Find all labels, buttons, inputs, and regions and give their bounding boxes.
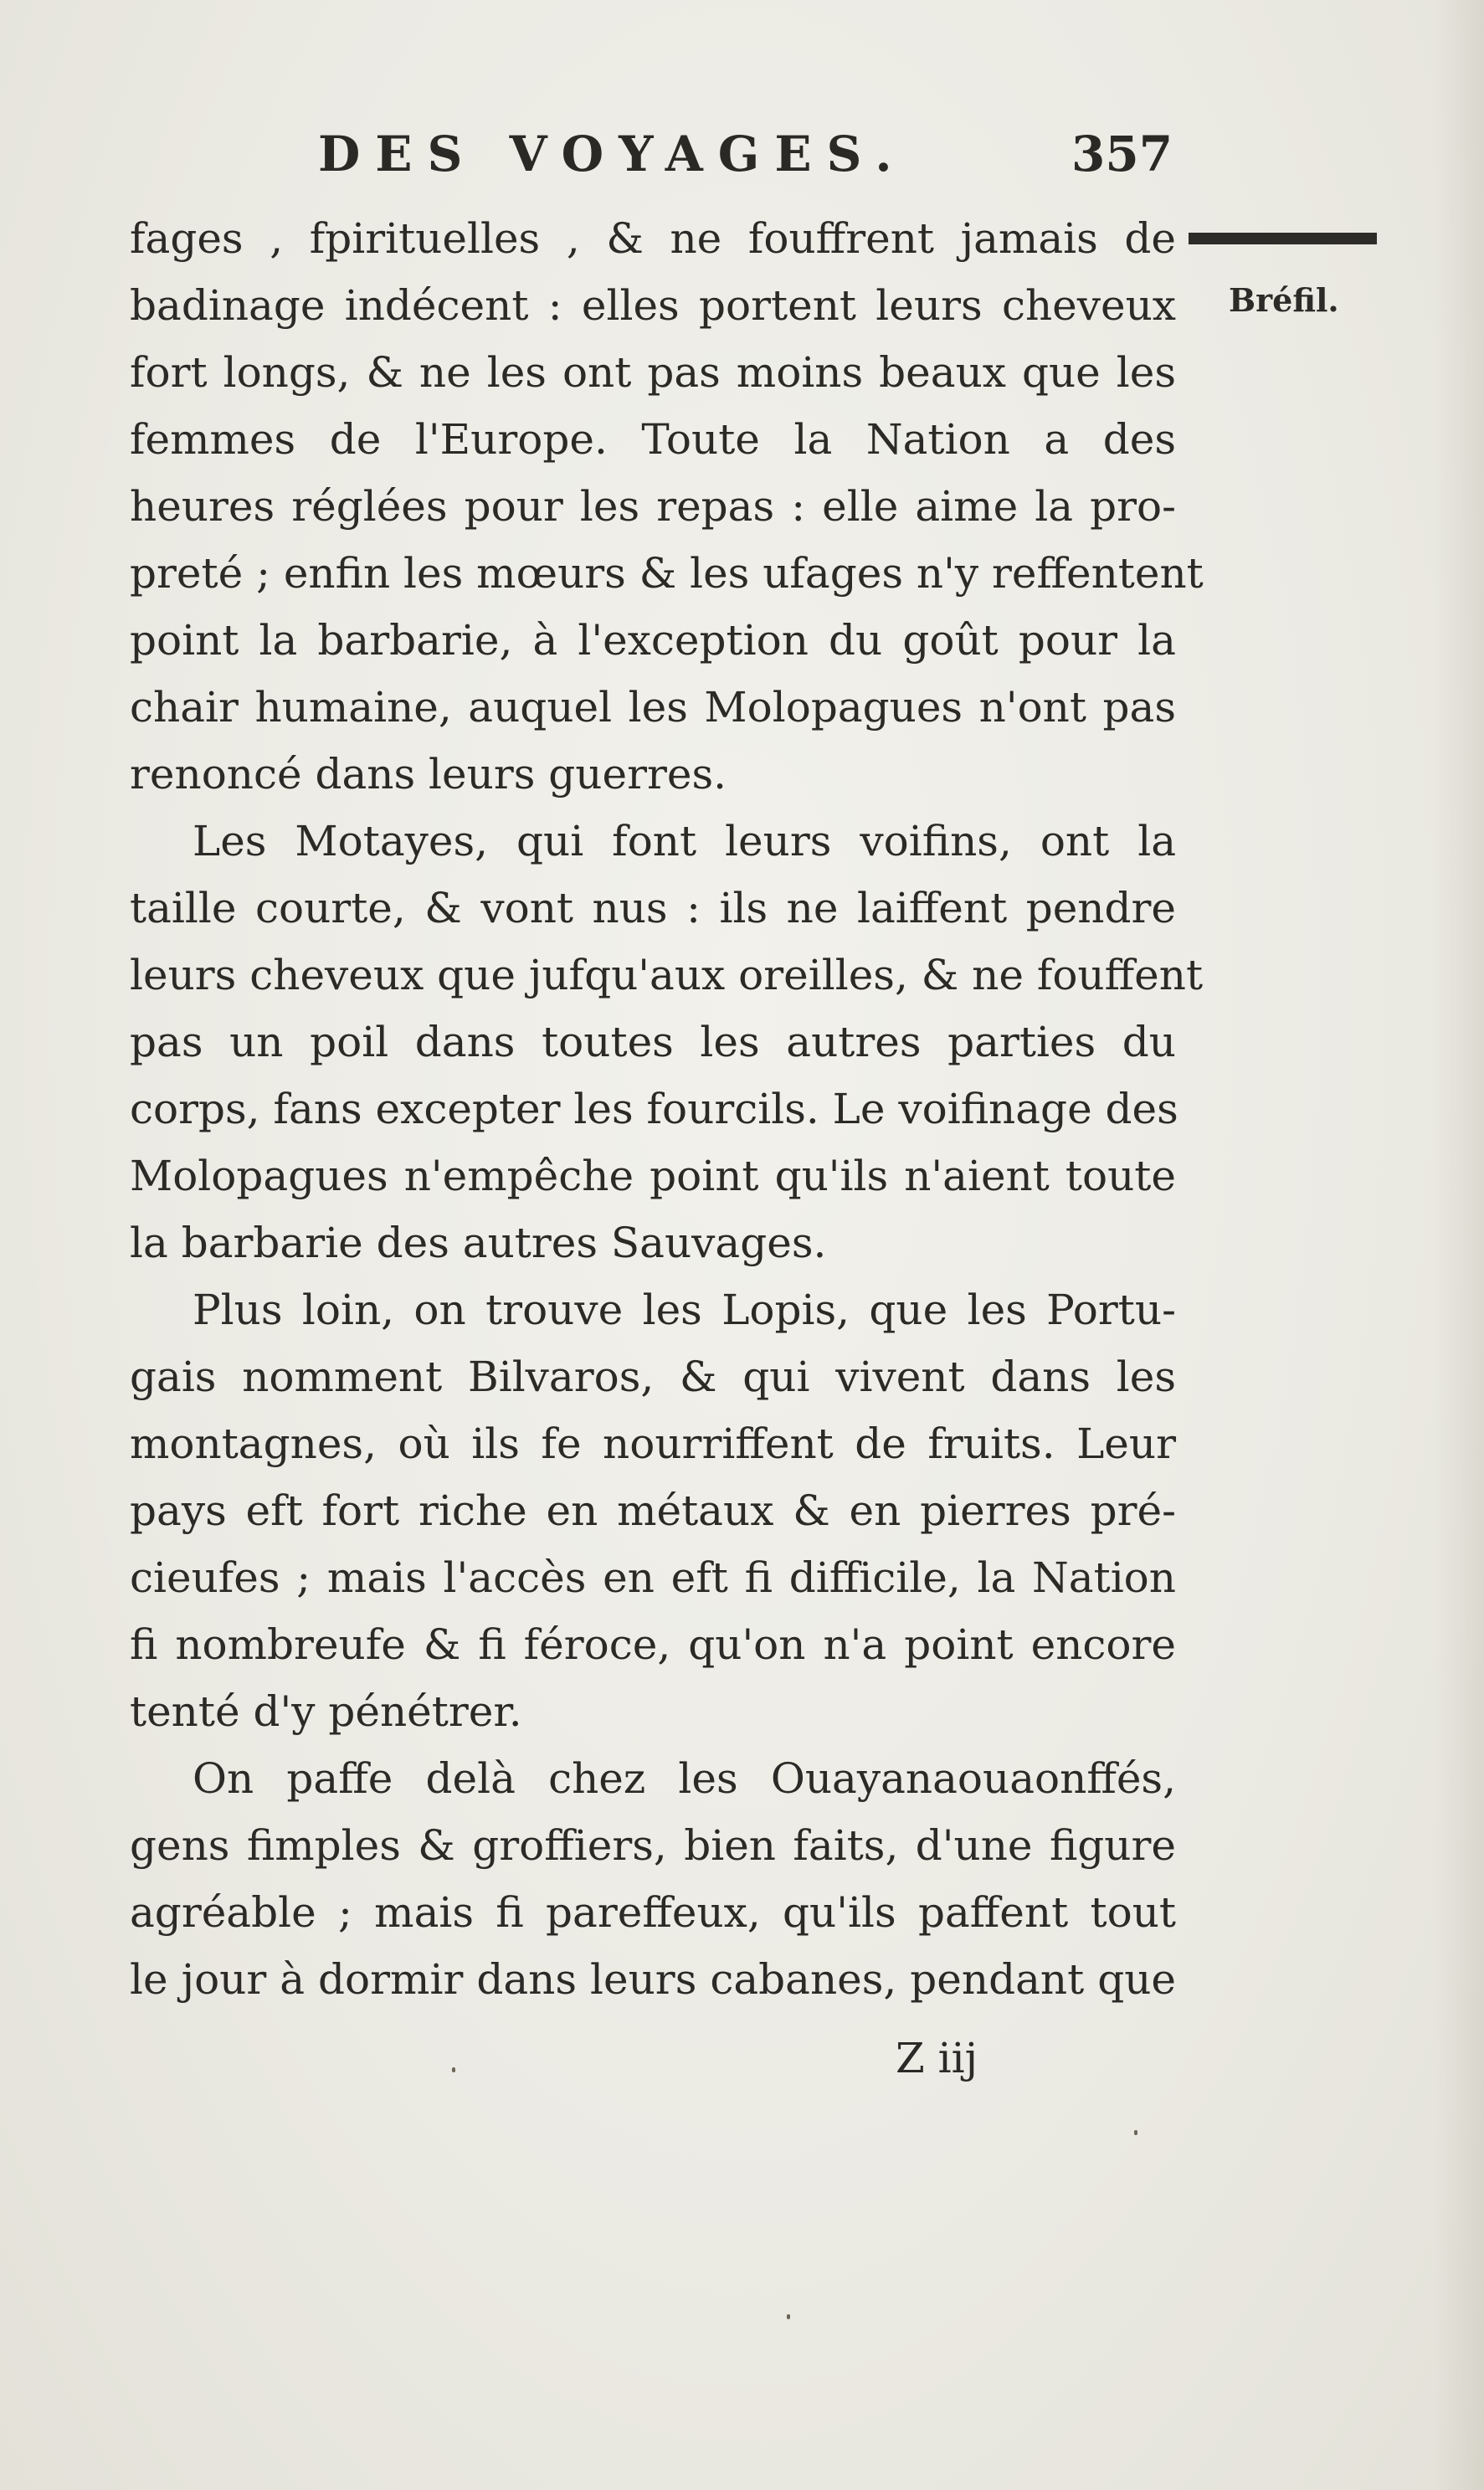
text-line: Plus loin, on trouve les Lopis, que les Portu- xyxy=(193,1286,1176,1334)
text-line: heures réglées pour les repas : elle aime la pro- xyxy=(130,482,1176,531)
margin-note: Bréfil. xyxy=(1229,281,1339,319)
text-line: badinage indécent : elles portent leurs cheveux xyxy=(130,281,1176,330)
text-line: cieufes ; mais l'accès en eft fi difficile, la Nation xyxy=(130,1553,1176,1602)
text-line: leurs cheveux que jufqu'aux oreilles, & ne fouffent xyxy=(130,951,1204,999)
text-line: Les Motayes, qui font leurs voifins, ont la xyxy=(193,817,1176,865)
text-line: preté ; enfin les mœurs & les ufages n'y reffentent xyxy=(130,549,1204,598)
page-edge-shadow xyxy=(1434,0,1484,2490)
text-line: point la barbarie, à l'exception du goût pour la xyxy=(130,616,1176,665)
text-line: pays eft fort riche en métaux & en pierres pré- xyxy=(130,1486,1176,1535)
text-line: la barbarie des autres Sauvages. xyxy=(130,1219,827,1267)
text-line: fages , fpirituelles , & ne fouffrent jamais de xyxy=(130,214,1176,263)
text-line: montagnes, où ils fe nourriffent de fruits. Leur xyxy=(130,1420,1176,1468)
paper-speck xyxy=(787,2314,790,2319)
text-line: taille courte, & vont nus : ils ne laiffent pendre xyxy=(130,884,1176,932)
text-line: pas un poil dans toutes les autres parties du xyxy=(130,1018,1176,1066)
text-line: femmes de l'Europe. Toute la Nation a des xyxy=(130,415,1176,464)
text-line: On paffe delà chez les Ouayanaouaonffés, xyxy=(193,1754,1176,1803)
text-line: gais nomment Bilvaros, & qui vivent dans les xyxy=(130,1353,1176,1401)
page-header xyxy=(126,126,1172,193)
margin-rule xyxy=(1189,233,1377,244)
text-line: renoncé dans leurs guerres. xyxy=(130,750,727,798)
text-line: Molopagues n'empêche point qu'ils n'aient toute xyxy=(130,1152,1176,1200)
body-text xyxy=(130,205,1204,2013)
text-line: tenté d'y pénétrer. xyxy=(130,1687,522,1736)
page-number: 357 xyxy=(1071,126,1173,182)
text-line: le jour à dormir dans leurs cabanes, pendant que xyxy=(130,1955,1176,2004)
running-title: DES VOYAGES. xyxy=(318,126,907,182)
text-line: fort longs, & ne les ont pas moins beaux que les xyxy=(130,348,1176,397)
text-line: corps, fans excepter les fourcils. Le voifinage des xyxy=(130,1085,1178,1133)
text-line: chair humaine, auquel les Molopagues n'ont pas xyxy=(130,683,1176,732)
text-line: fi nombreufe & fi féroce, qu'on n'a point encore xyxy=(130,1620,1176,1669)
signature-mark: Z iij xyxy=(896,2034,978,2082)
paper-speck xyxy=(1134,2130,1137,2135)
text-line: agréable ; mais fi pareffeux, qu'ils paffent tout xyxy=(130,1888,1176,1937)
text-line: gens fimples & groffiers, bien faits, d'une figure xyxy=(130,1821,1176,1870)
paper-speck xyxy=(452,2067,455,2072)
